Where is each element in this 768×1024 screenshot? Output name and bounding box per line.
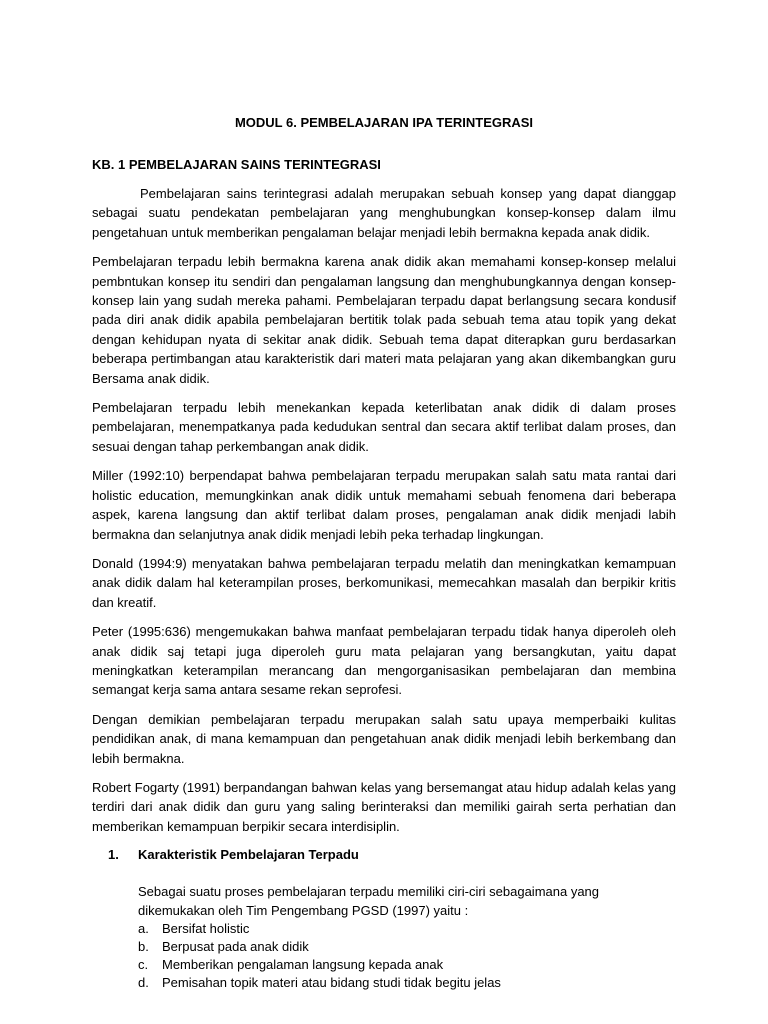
paragraph: Donald (1994:9) menyatakan bahwa pembelajaran terpadu melatih dan meningkatkan kemampuan anak didik dalam hal keterampilan proses, berkomunikasi, memecahkan masalah dan berpikir kritis dan kreatif. [92, 555, 676, 610]
list-item-text: Bersifat holistic [162, 921, 250, 937]
list-item [138, 956, 676, 974]
list-intro: Sebagai suatu proses pembelajaran terpadu memiliki ciri-ciri sebagaimana yang dikemukakan oleh Tim Pengembang PGSD (1997) yaitu : [138, 884, 600, 919]
subsection-title: Karakteristik Pembelajaran Terpadu [138, 847, 359, 863]
characteristics-block [92, 882, 676, 992]
list-item-letter: d. [138, 975, 149, 991]
list-item-letter: b. [138, 939, 149, 955]
subsection-number: 1. [108, 847, 119, 863]
characteristics-list [138, 920, 676, 992]
list-item-letter: c. [138, 957, 149, 973]
paragraph: Pembelajaran terpadu lebih bermakna karena anak didik akan memahami konsep-konsep melalui pembntukan konsep itu sendiri dan pengalaman langsung dan menghubungkannya dengan konsep-konsep lain yang sudah mereka pahami. Pembelajaran terpadu dapat berlangsung secara kondusif pada diri anak didik apabila pembelajaran bertitik tolak pada sebuah tema atau topik yang dekat dengan kehidupan nyata di sekitar anak didik. Sebuah tema dapat diterapkan guru berdasarkan beberapa pertimbangan atau karakteristik dari materi mata pelajaran yang akan dikembangkan guru Bersama anak didik. [92, 254, 676, 386]
list-item-text: Berpusat pada anak didik [162, 939, 309, 955]
list-item [138, 938, 676, 956]
subsection-heading [92, 846, 676, 864]
paragraph: Robert Fogarty (1991) berpandangan bahwan kelas yang bersemangat atau hidup adalah kelas yang terdiri dari anak didik dan guru yang saling berinteraksi dan memiliki gairah serta perhatian dan memberikan kemampuan berpikir secara interdisiplin. [92, 779, 676, 834]
paragraph: Pembelajaran terpadu lebih menekankan kepada keterlibatan anak didik di dalam proses pembelajaran, menempatkanya pada kedudukan sentral dan secara aktif terlibat dalam proses, dan sesuai dengan tahap perkembangan anak didik. [92, 400, 676, 454]
list-item [138, 974, 676, 992]
paragraph-intro: Pembelajaran sains terintegrasi adalah merupakan sebuah konsep yang dapat dianggap sebagai suatu pendekatan pembelajaran yang menghubungkan konsep-konsep dalam ilmu pengetahuan untuk memberikan pengalaman belajar menjadi lebih bermakna kepada anak didik. [92, 186, 676, 240]
paragraph: Miller (1992:10) berpendapat bahwa pembelajaran terpadu merupakan salah satu mata rantai dari holistic education, memungkinkan anak didik untuk memahami sebuah fenomena dari beberapa aspek, karena langsung dan aktif terlibat dalam proses, pengalaman anak didik menjadi labih bermakna dan selanjutnya anak didik menjadi lebih peka terhadap lingkungan. [92, 468, 676, 542]
document-title: MODUL 6. PEMBELAJARAN IPA TERINTEGRASI [234, 115, 534, 130]
list-item-letter: a. [138, 921, 149, 937]
list-item-text: Pemisahan topik materi atau bidang studi tidak begitu jelas [162, 975, 501, 991]
list-item [138, 920, 676, 938]
list-item-text: Memberikan pengalaman langsung kepada anak [162, 957, 444, 973]
section-heading: KB. 1 PEMBELAJARAN SAINS TERINTEGRASI [92, 157, 381, 172]
paragraph: Peter (1995:636) mengemukakan bahwa manfaat pembelajaran terpadu tidak hanya diperoleh oleh anak didik saj tetapi juga diperoleh guru mata pelajaran yang bersangkutan, yaitu dapat meningkatkan keterampilan merancang dan mengorganisasikan pembelajaran dan membina semangat kerja sama antara sesame rekan seprofesi. [92, 624, 676, 698]
paragraph: Dengan demikian pembelajaran terpadu merupakan salah satu upaya memperbaiki kulitas pendidikan anak, di mana kemampuan dan pengetahuan anak didik menjadi lebih berkembang dan lebih bermakna. [92, 711, 676, 766]
